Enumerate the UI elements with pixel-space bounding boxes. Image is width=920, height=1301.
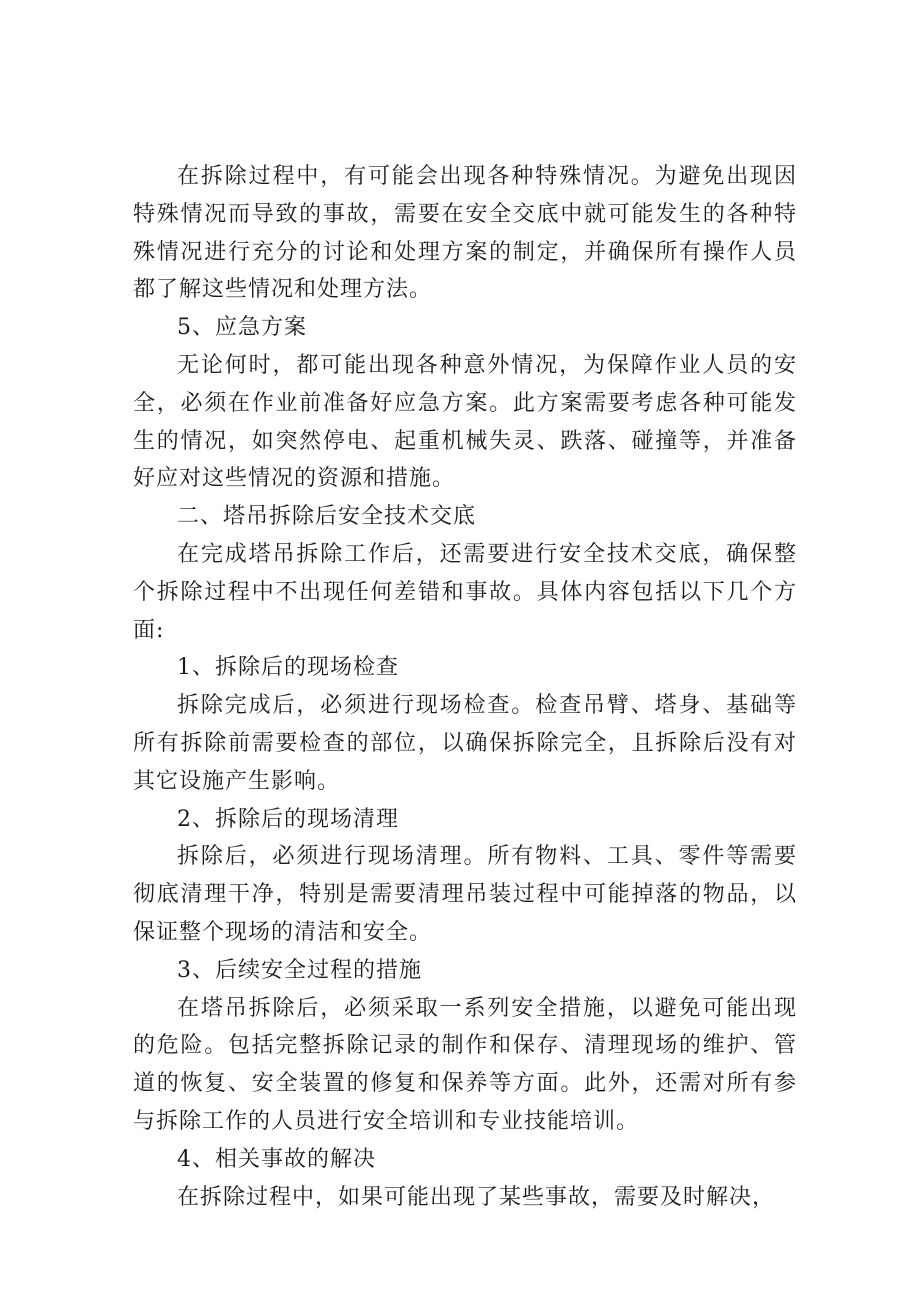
document-body xyxy=(133,158,797,1216)
heading-site-inspection: 1、拆除后的现场检查 xyxy=(177,655,399,681)
paragraph-accident-resolution: 在拆除过程中，如果可能出现了某些事故，需要及时解决， xyxy=(177,1184,776,1210)
paragraph-section-two-intro: 在完成塔吊拆除工作后，还需要进行安全技术交底，确保整个拆除过程中不出现任何差错和事故。具体内容包括以下几个方面: xyxy=(133,541,797,643)
paragraph-emergency-plan: 无论何时，都可能出现各种意外情况，为保障作业人员的安全，必须在作业前准备好应急方案。此方案需要考虑各种可能发生的情况，如突然停电、起重机械失灵、跌落、碰撞等，并准备好应对这些情况的资源和措施。 xyxy=(133,352,797,492)
paragraph-follow-up-measures: 在塔吊拆除后，必须采取一系列安全措施，以避免可能出现的危险。包括完整拆除记录的制作和保存、清理现场的维护、管道的恢复、安全装置的修复和保养等方面。此外，还需对所有参与拆除工作的人员进行安全培训和专业技能培训。 xyxy=(133,995,797,1134)
heading-follow-up-measures: 3、后续安全过程的措施 xyxy=(177,957,422,983)
paragraph-site-inspection: 拆除完成后，必须进行现场检查。检查吊臂、塔身、基础等所有拆除前需要检查的部位，以确保拆除完全，且拆除后没有对其它设施产生影响。 xyxy=(133,693,797,794)
paragraph-special-situations: 在拆除过程中，有可能会出现各种特殊情况。为避免出现因特殊情况而导致的事故，需要在安全交底中就可能发生的各种特殊情况进行充分的讨论和处理方案的制定，并确保所有操作人员都了解这些情况和处理方法。 xyxy=(133,164,797,303)
paragraph-site-cleanup: 拆除后，必须进行现场清理。所有物料、工具、零件等需要彻底清理干净，特别是需要清理吊装过程中可能掉落的物品，以保证整个现场的清洁和安全。 xyxy=(133,844,797,945)
heading-site-cleanup: 2、拆除后的现场清理 xyxy=(177,806,399,832)
heading-accident-resolution: 4、相关事故的解决 xyxy=(177,1146,376,1172)
heading-section-two: 二、塔吊拆除后安全技术交底 xyxy=(177,504,477,530)
heading-emergency-plan: 5、应急方案 xyxy=(177,315,307,341)
